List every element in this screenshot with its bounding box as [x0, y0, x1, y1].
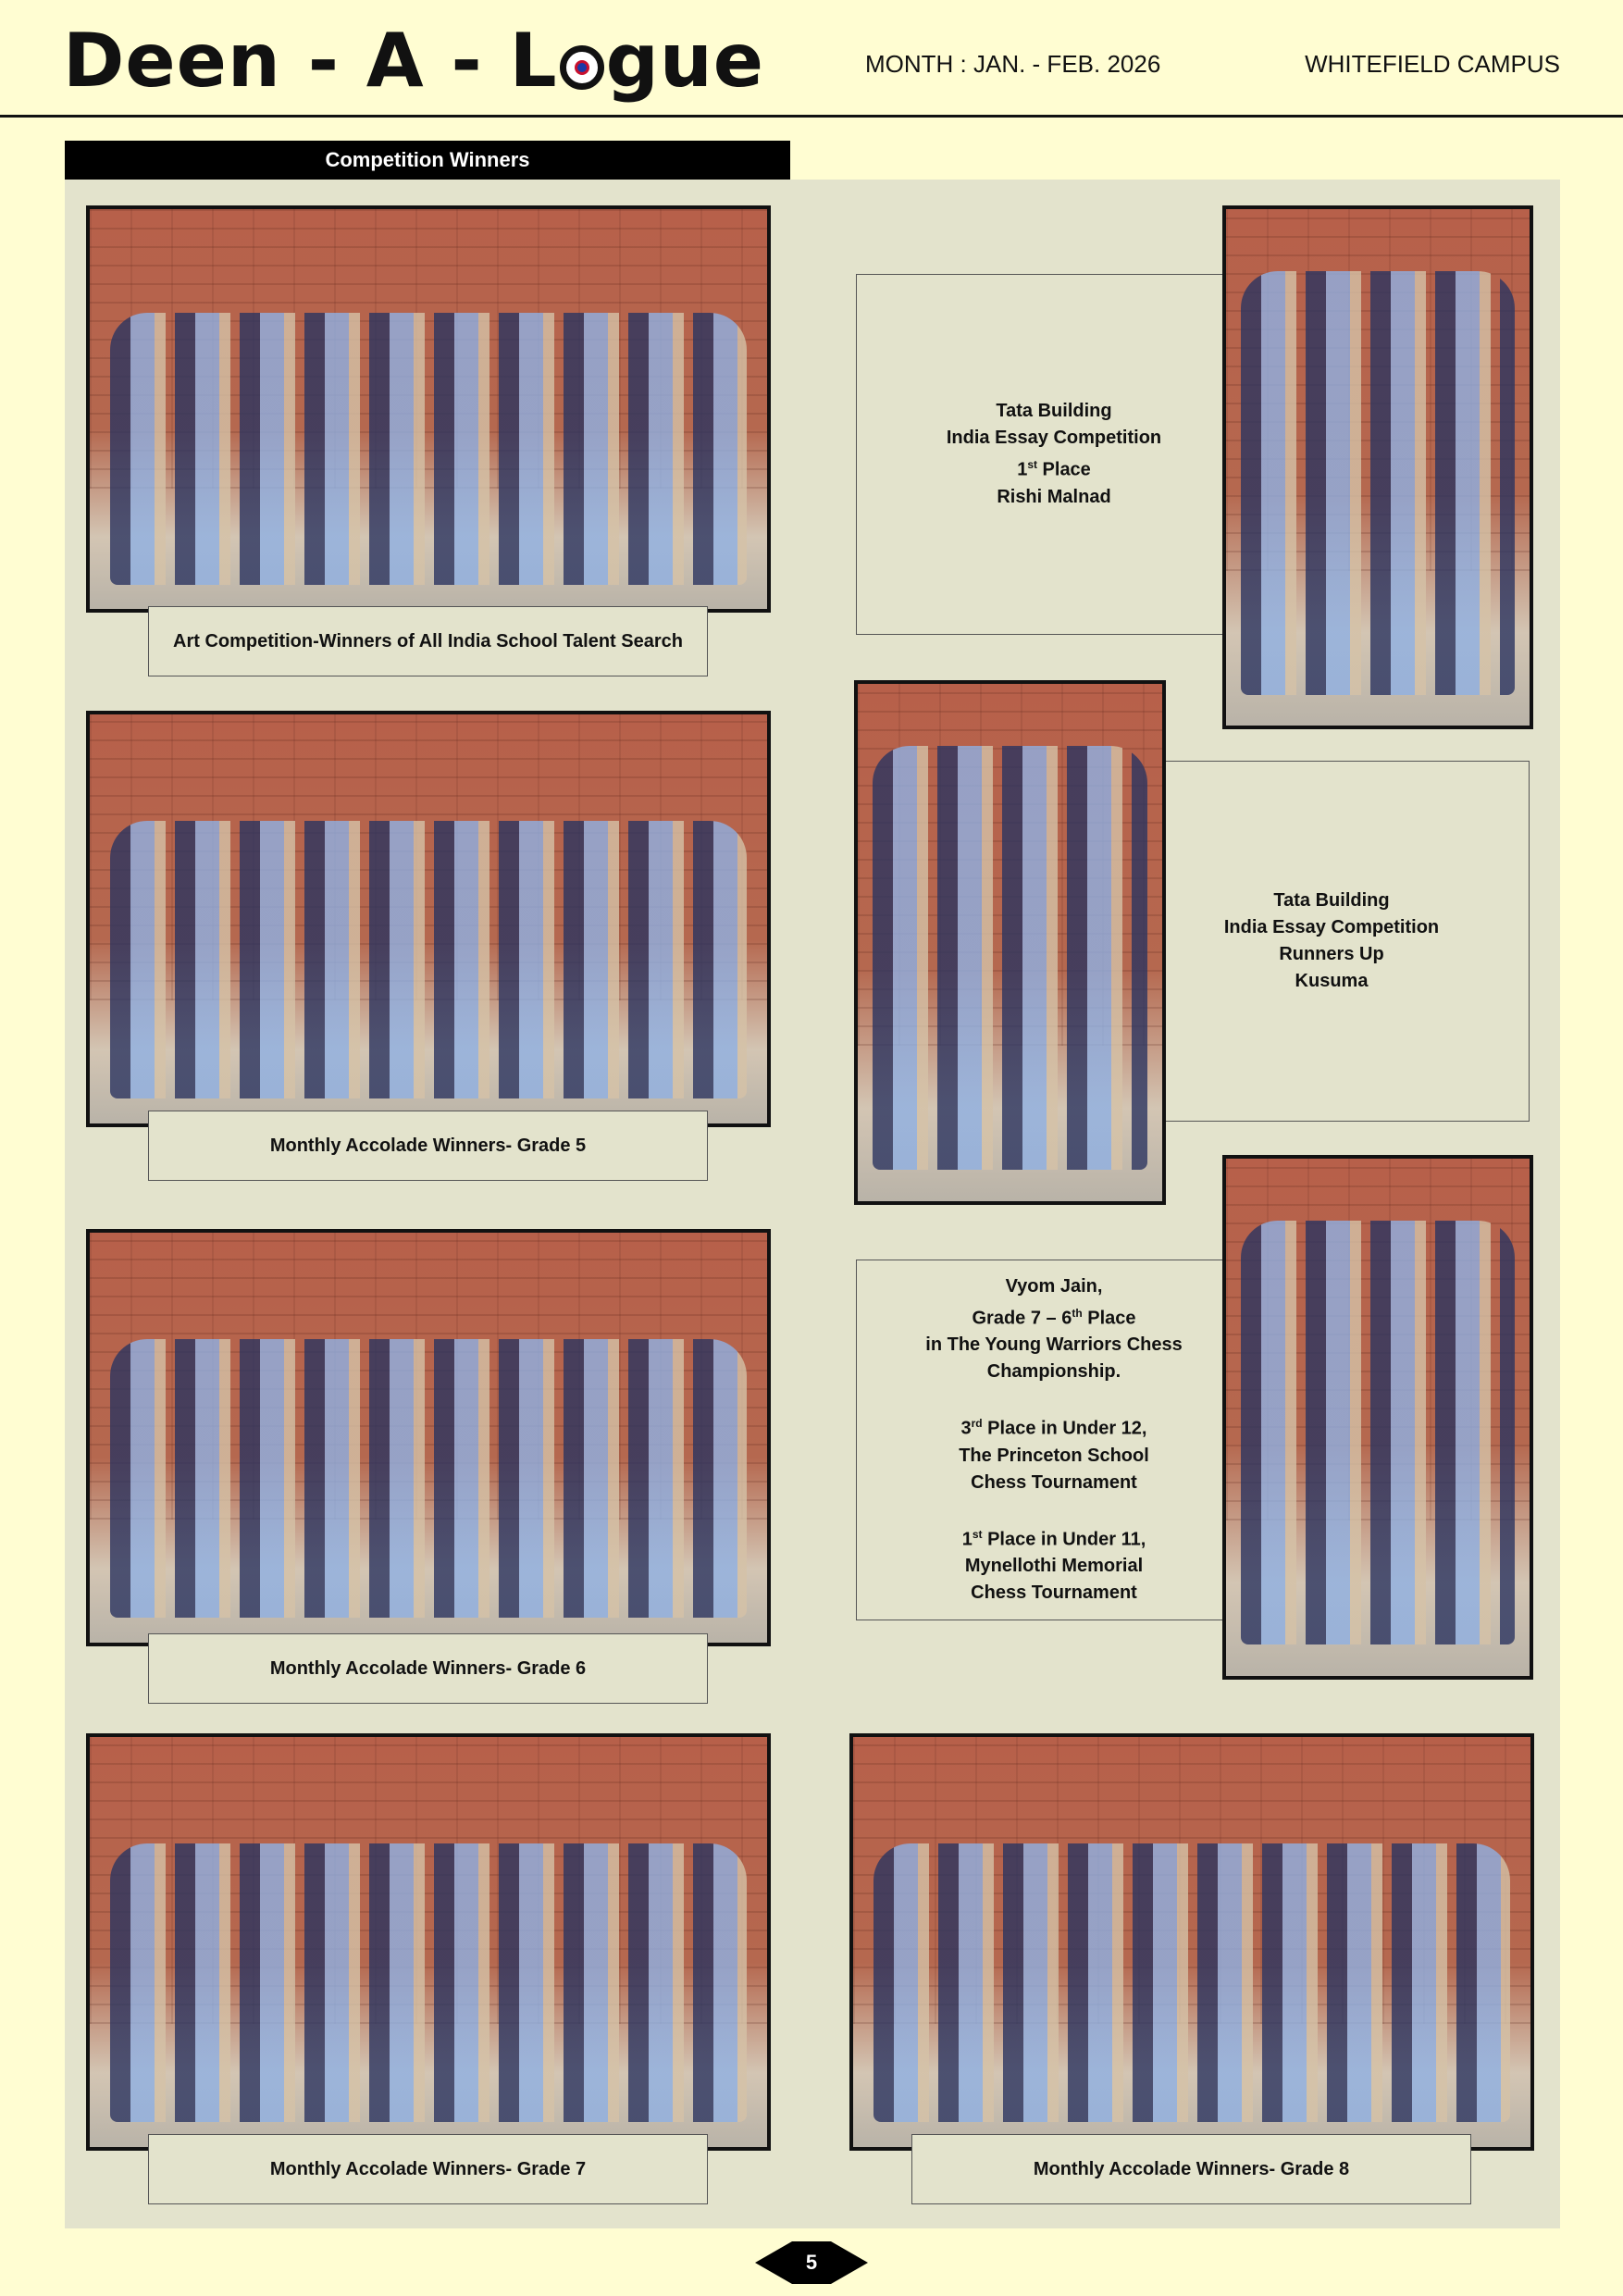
chess-place-word-1: Place	[1082, 1308, 1136, 1329]
section-title: Competition Winners	[65, 141, 790, 180]
chess-line5	[961, 1410, 1147, 1443]
chess-place-word-3: Place in Under 11,	[982, 1529, 1146, 1550]
chess-ordinal-suffix-3: st	[972, 1527, 983, 1541]
chess-line4: Championship.	[986, 1361, 1121, 1383]
issue-month: MONTH : JAN. - FEB. 2026	[865, 50, 1161, 78]
chess-line3: in The Young Warriors Chess	[925, 1334, 1183, 1356]
chess-line1: Vyom Jain,	[1005, 1275, 1103, 1297]
chess-line9: Mynellothi Memorial	[964, 1556, 1144, 1577]
chess-achievement-text	[856, 1260, 1252, 1620]
page-number: 5	[805, 2251, 818, 2274]
essay-runner-line3: Runners Up	[1279, 944, 1384, 964]
page-number-badge	[755, 2241, 868, 2284]
essay-first-line1: Tata Building	[996, 401, 1112, 422]
chess-ordinal-2: 3	[960, 1418, 972, 1439]
chess-ordinal-3: 1	[961, 1529, 973, 1550]
chess-winner-photo	[1222, 1155, 1533, 1680]
art-winners-caption: Art Competition-Winners of All India School Talent Search	[148, 606, 708, 676]
essay-runner-winner: Kusuma	[1295, 971, 1369, 991]
chess-line8	[962, 1521, 1146, 1554]
essay-first-place-word: Place	[1036, 459, 1091, 480]
essay-first-ordinal-suffix: st	[1027, 458, 1037, 472]
essay-first-place-photo	[1222, 205, 1533, 729]
essay-runner-up-text	[1134, 761, 1530, 1122]
newsletter-logo	[63, 15, 764, 107]
essay-runner-line1: Tata Building	[1273, 890, 1390, 911]
logo-text-end: gue	[605, 18, 765, 104]
grade8-winners-photo	[849, 1733, 1534, 2151]
school-emblem-icon	[560, 45, 604, 90]
grade6-winners-caption: Monthly Accolade Winners- Grade 6	[148, 1633, 708, 1704]
logo-text-start: Deen - A - L	[63, 18, 558, 104]
chess-place-word-2: Place in Under 12,	[982, 1418, 1147, 1439]
campus-name: WHITEFIELD CAMPUS	[1305, 50, 1560, 78]
chess-line10: Chess Tournament	[971, 1582, 1137, 1604]
essay-first-place-text	[856, 274, 1252, 635]
chess-line6: The Princeton School	[959, 1445, 1149, 1466]
page-header	[0, 0, 1623, 118]
essay-runner-line2: India Essay Competition	[1223, 917, 1440, 937]
grade5-winners-caption: Monthly Accolade Winners- Grade 5	[148, 1111, 708, 1181]
chess-line7: Chess Tournament	[971, 1471, 1137, 1493]
chess-ordinal-suffix-1: th	[1072, 1306, 1083, 1320]
essay-first-line2: India Essay Competition	[946, 428, 1162, 449]
essay-runner-up-photo	[854, 680, 1166, 1205]
essay-first-ordinal: 1	[1017, 459, 1028, 480]
grade5-winners-photo	[86, 711, 771, 1127]
grade6-winners-photo	[86, 1229, 771, 1646]
essay-first-winner: Rishi Malnad	[997, 486, 1111, 507]
essay-first-place	[1017, 452, 1091, 484]
chess-line2	[973, 1300, 1136, 1333]
art-winners-photo	[86, 205, 771, 613]
grade7-winners-photo	[86, 1733, 771, 2151]
grade8-winners-caption: Monthly Accolade Winners- Grade 8	[911, 2134, 1471, 2204]
chess-grade-place: Grade 7 – 6	[972, 1308, 1072, 1329]
grade7-winners-caption: Monthly Accolade Winners- Grade 7	[148, 2134, 708, 2204]
chess-ordinal-suffix-2: rd	[971, 1417, 983, 1431]
